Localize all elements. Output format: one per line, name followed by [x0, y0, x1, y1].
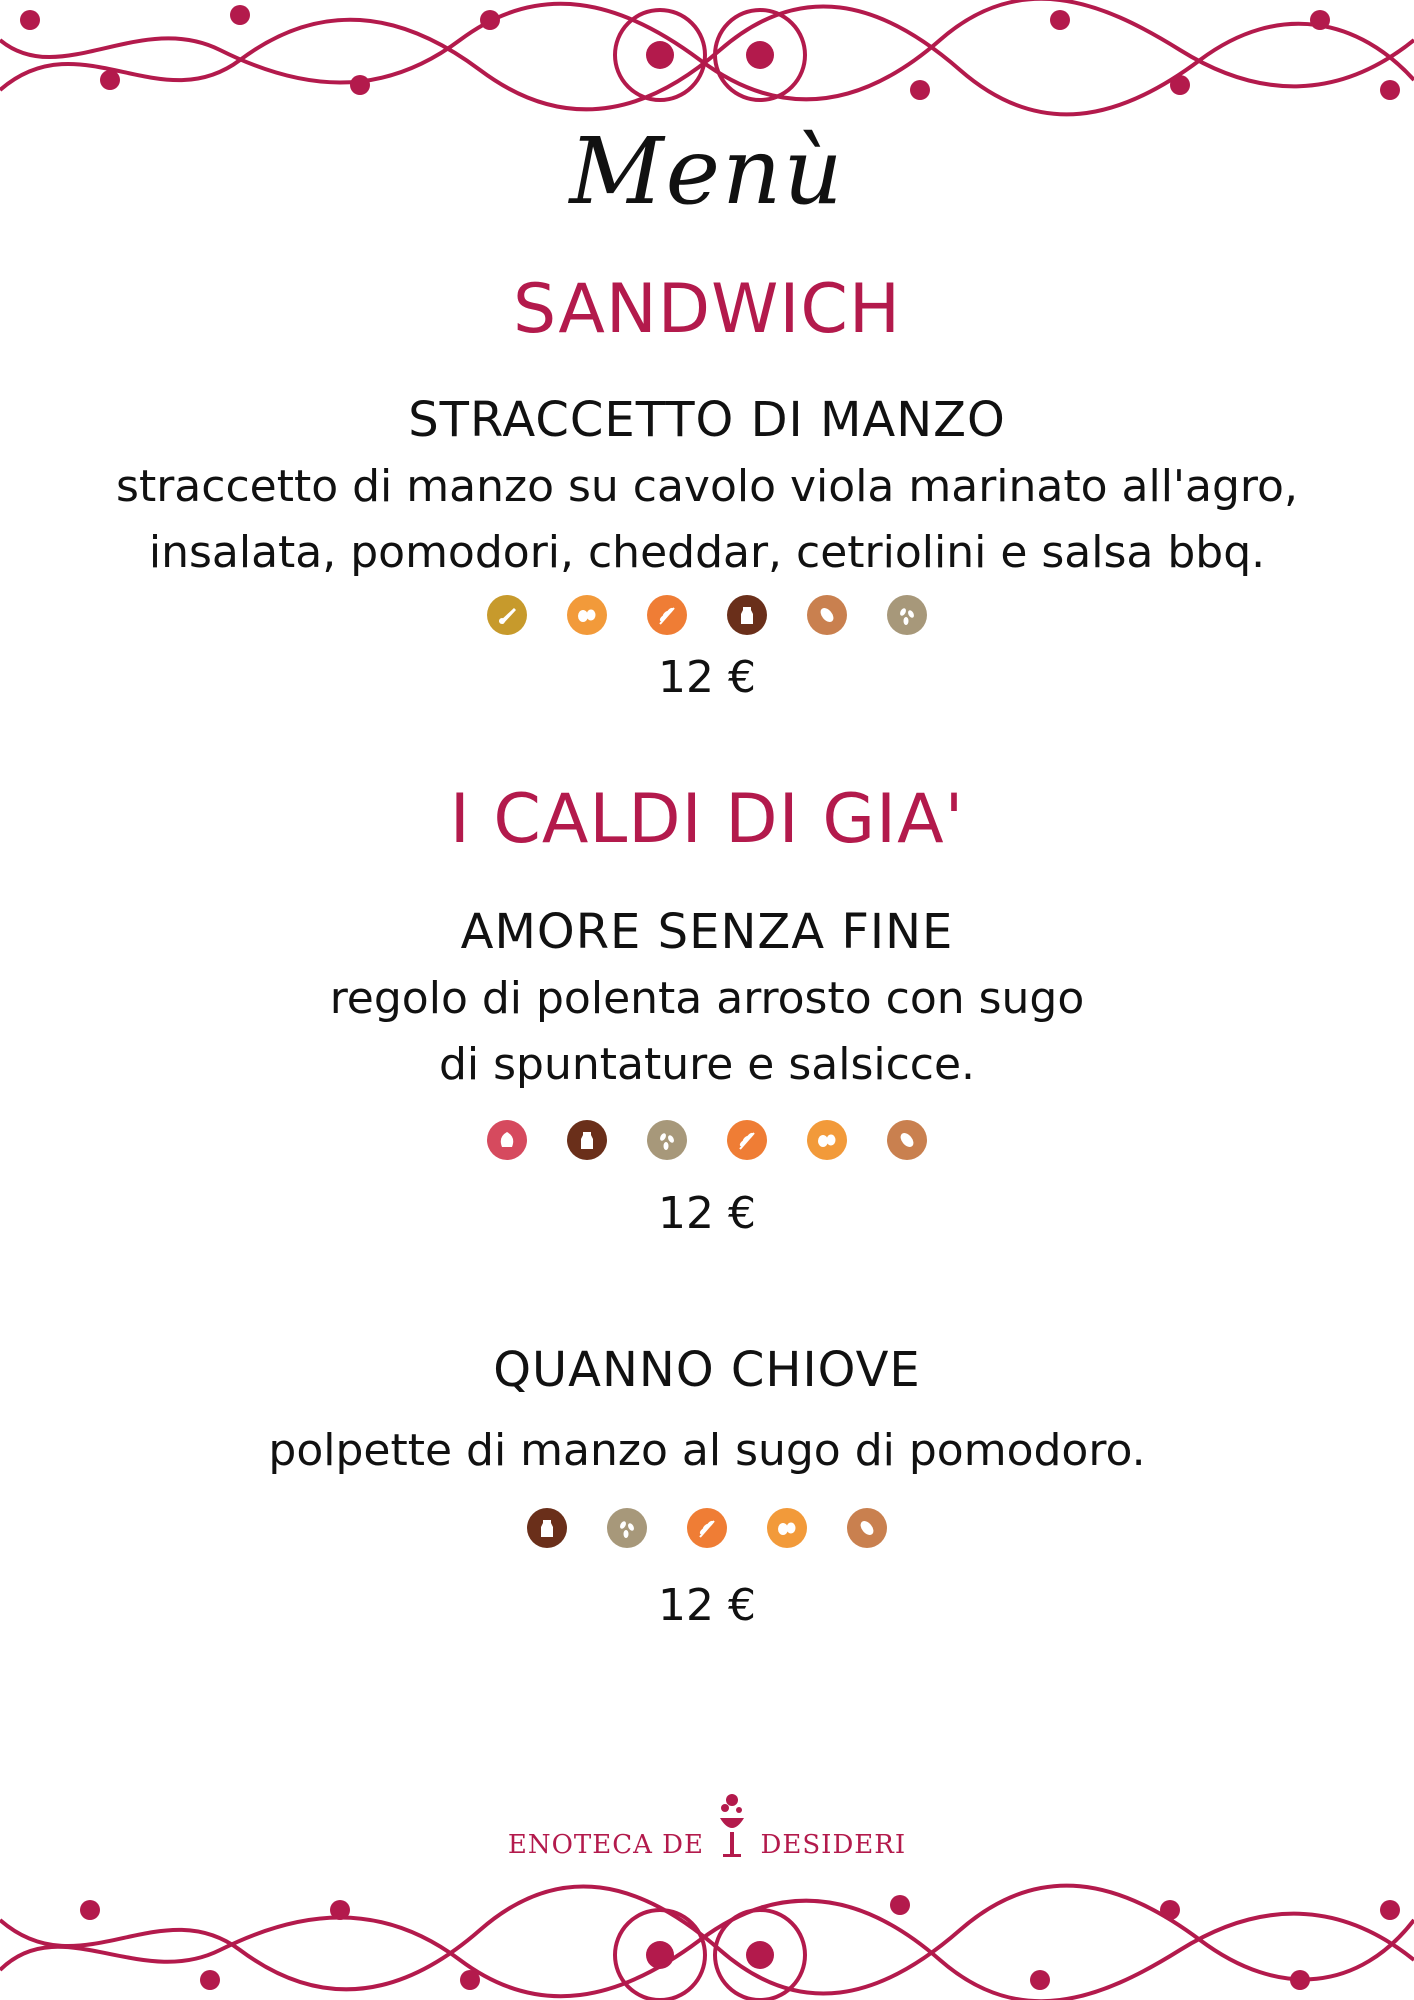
milk-icon [567, 1120, 607, 1160]
brand-logo [0, 1790, 1414, 1860]
shellfish-icon [487, 1120, 527, 1160]
item-name-quanno: QUANNO CHIOVE [493, 1342, 921, 1398]
gluten-icon [647, 595, 687, 635]
item-price: 12 € [658, 1580, 756, 1631]
section-title-caldi: I CALDI DI GIA' [449, 780, 965, 859]
allergen-row [0, 1120, 1414, 1160]
item-price: 12 € [658, 1188, 756, 1239]
floral-border-top [0, 0, 1414, 120]
item-desc-line: polpette di manzo al sugo di pomodoro. [268, 1425, 1146, 1476]
sesame-icon [887, 595, 927, 635]
item-name-amore: AMORE SENZA FINE [460, 904, 954, 960]
item-price: 12 € [658, 652, 756, 703]
peanuts-icon [847, 1508, 887, 1548]
item-desc-line: di spuntature e salsicce. [438, 1039, 976, 1090]
eggs-icon [567, 595, 607, 635]
item-desc-line: regolo di polenta arrosto con sugo [329, 973, 1085, 1024]
wine-glass-icon [717, 1790, 747, 1860]
brand-name-right: DESIDERI [760, 1830, 907, 1860]
peanuts-icon [807, 595, 847, 635]
menu-script-title: Menù [569, 118, 845, 225]
allergen-row [0, 1508, 1414, 1548]
gluten-icon [687, 1508, 727, 1548]
item-name-straccetto: STRACCETTO DI MANZO [408, 392, 1006, 448]
sesame-icon [607, 1508, 647, 1548]
gluten-icon [727, 1120, 767, 1160]
item-desc-line: straccetto di manzo su cavolo viola marinato all'agro, [116, 461, 1298, 512]
eggs-icon [807, 1120, 847, 1160]
floral-border-bottom [0, 1880, 1414, 2000]
sesame-icon [647, 1120, 687, 1160]
item-desc-line: insalata, pomodori, cheddar, cetriolini e salsa bbq. [148, 527, 1266, 578]
peanuts-icon [887, 1120, 927, 1160]
milk-icon [527, 1508, 567, 1548]
brand-name-left: ENOTECA DE [507, 1830, 704, 1860]
section-title-sandwich: SANDWICH [512, 270, 902, 349]
eggs-icon [767, 1508, 807, 1548]
allergen-row [0, 595, 1414, 635]
milk-icon [727, 595, 767, 635]
mustard-icon [487, 595, 527, 635]
